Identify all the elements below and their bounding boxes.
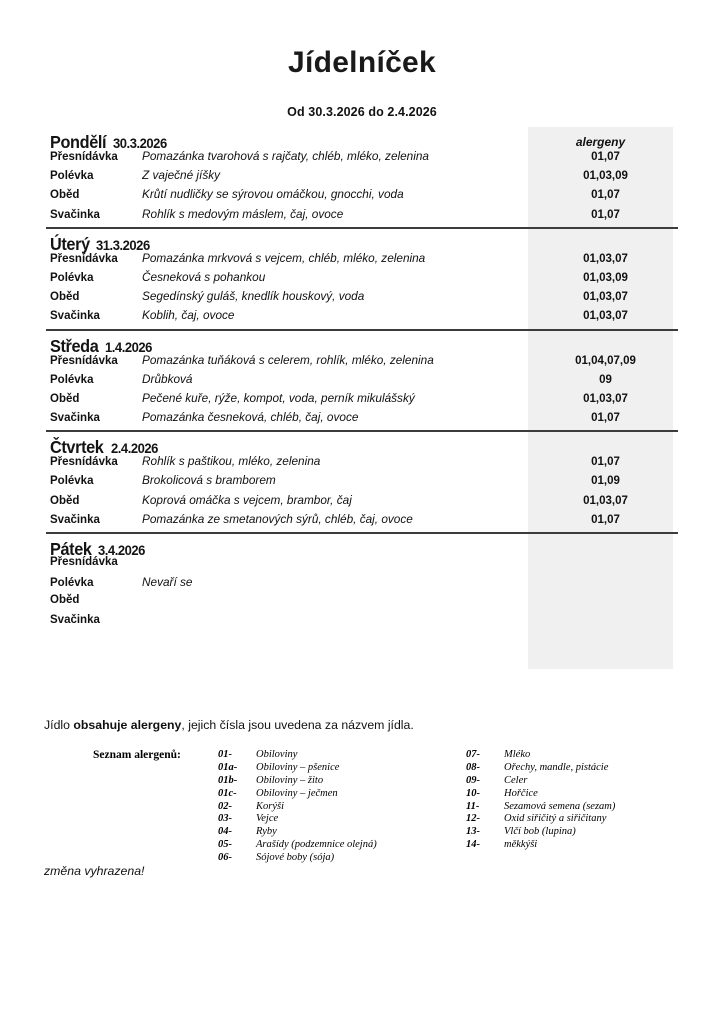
meal-label: Oběd <box>50 189 80 202</box>
allergen-name: Hořčice <box>504 787 538 799</box>
allergen-legend-row <box>218 762 466 775</box>
allergen-legend-row <box>218 852 466 865</box>
meal-label: Svačinka <box>50 513 100 526</box>
allergen-code: 11- <box>466 800 480 812</box>
allergen-code: 08- <box>466 761 480 773</box>
day-date: 2.4.2026 <box>110 440 158 457</box>
meal-description: Segedínský guláš, knedlík houskový, voda <box>142 289 365 304</box>
allergen-note-part2: , jejich čísla jsou uvedena za názvem jídla. <box>181 718 414 732</box>
day-name: Pondělí <box>50 132 107 152</box>
meal-description: Pečené kuře, rýže, kompot, voda, perník mikulášský <box>142 390 415 405</box>
allergen-legend-row <box>466 801 686 814</box>
meal-row <box>46 614 678 633</box>
allergen-legend-row <box>466 775 686 788</box>
meal-allergens: 01,03,07 <box>583 291 628 304</box>
allergen-code: 14- <box>466 839 480 851</box>
allergen-legend-row <box>218 839 466 852</box>
allergen-code: 13- <box>466 826 480 838</box>
allergen-code: 01b- <box>218 774 238 786</box>
allergen-code: 03- <box>218 813 232 825</box>
allergen-name: Sezamová semena (sezam) <box>504 800 616 812</box>
meal-row <box>46 493 678 512</box>
day-block <box>46 127 678 229</box>
allergen-legend-row <box>466 826 686 839</box>
allergen-code: 12- <box>466 813 480 825</box>
meal-label: Polévka <box>50 271 94 284</box>
day-header <box>46 534 678 559</box>
meal-row <box>46 149 678 168</box>
meal-allergens: 01,07 <box>591 412 620 425</box>
meal-row <box>46 308 678 327</box>
allergen-legend-row <box>466 749 686 762</box>
meal-row <box>46 454 678 473</box>
meal-allergens: 01,09 <box>591 475 620 488</box>
page-title: Jídelníček <box>287 46 437 79</box>
meal-row <box>46 473 678 492</box>
meal-description: Rohlík s medovým máslem, čaj, ovoce <box>142 206 344 221</box>
meal-row <box>46 556 678 575</box>
meal-label: Přesnídávka <box>50 252 118 265</box>
day-block <box>46 432 678 534</box>
meal-row <box>46 251 678 270</box>
meal-allergens: 01,03,07 <box>583 310 628 323</box>
menu-days-container <box>46 127 678 634</box>
meal-row <box>46 391 678 410</box>
allergen-name: Ryby <box>256 826 277 838</box>
day-name: Středa <box>50 335 99 356</box>
meal-label: Oběd <box>50 494 80 507</box>
meal-label: Polévka <box>50 577 94 590</box>
day-name: Pátek <box>50 539 92 559</box>
menu-table <box>46 127 678 634</box>
meal-row <box>46 512 678 531</box>
meal-row <box>46 168 678 187</box>
allergen-name: Ořechy, mandle, pistácie <box>504 761 609 773</box>
day-name: Čtvrtek <box>50 437 104 458</box>
meal-description: Pomazánka mrkvová s vejcem, chléb, mléko, zelenina <box>142 250 426 265</box>
meal-label: Polévka <box>50 373 94 386</box>
meal-description: Rohlík s paštikou, mléko, zelenina <box>142 454 321 469</box>
meal-row <box>46 372 678 391</box>
date-range-subtitle: Od 30.3.2026 do 2.4.2026 <box>287 105 437 119</box>
allergen-code: 06- <box>218 852 232 864</box>
meal-description: Pomazánka ze smetanových sýrů, chléb, čaj, ovoce <box>142 511 413 526</box>
allergen-code: 09- <box>466 774 480 786</box>
meal-description: Česneková s pohankou <box>142 269 266 284</box>
meal-row <box>46 353 678 372</box>
meal-label: Oběd <box>50 291 80 304</box>
day-header <box>46 127 678 152</box>
meal-description: Koprová omáčka s vejcem, brambor, čaj <box>142 492 352 507</box>
allergen-legend-title: Seznam alergenů: <box>93 749 181 761</box>
allergen-name: Obiloviny <box>256 749 298 760</box>
day-name: Úterý <box>50 233 90 254</box>
day-block <box>46 229 678 331</box>
meal-allergens: 01,07 <box>591 151 620 163</box>
allergen-code: 01a- <box>218 761 238 773</box>
allergen-name: měkkýši <box>504 839 538 851</box>
meal-row <box>46 410 678 429</box>
allergen-code: 07- <box>466 749 480 760</box>
allergen-legend-row <box>466 762 686 775</box>
day-block <box>46 534 678 634</box>
meal-allergens: 01,07 <box>591 189 620 202</box>
meal-description: Koblih, čaj, ovoce <box>142 308 235 323</box>
meal-allergens: 01,03,09 <box>583 170 628 183</box>
meal-row <box>46 270 678 289</box>
allergen-legend-row <box>466 788 686 801</box>
meal-label: Přesnídávka <box>50 151 118 163</box>
meal-label: Svačinka <box>50 613 100 626</box>
day-header <box>46 331 678 356</box>
allergen-note <box>44 718 414 732</box>
meal-row <box>46 575 678 594</box>
meal-allergens: 01,03,07 <box>583 252 628 265</box>
meal-description: Pomazánka tvarohová s rajčaty, chléb, mléko, zelenina <box>142 149 429 163</box>
allergen-legend-right-column <box>466 749 686 865</box>
meal-description: Nevaří se <box>142 575 193 590</box>
allergen-legend-row <box>218 801 466 814</box>
meal-allergens: 01,03,07 <box>583 494 628 507</box>
meal-label: Oběd <box>50 594 80 607</box>
meal-description: Drůbková <box>142 371 193 386</box>
allergen-name: Obiloviny – ječmen <box>256 787 338 799</box>
meal-allergens: 01,03,07 <box>583 392 628 405</box>
meal-allergens: 01,07 <box>591 208 620 221</box>
meal-description: Pomazánka tuňáková s celerem, rohlík, mléko, zelenina <box>142 352 434 367</box>
allergen-legend-row <box>218 749 466 762</box>
meal-allergens: 01,07 <box>591 456 620 469</box>
allergen-legend-row <box>218 775 466 788</box>
allergen-code: 05- <box>218 839 232 851</box>
allergen-note-bold: obsahuje alergeny <box>73 718 182 732</box>
allergen-legend-row <box>218 788 466 801</box>
allergen-name: Obiloviny – pšenice <box>256 761 340 773</box>
allergen-name: Celer <box>504 774 528 786</box>
meal-description: Brokolicová s bramborem <box>142 473 276 488</box>
day-date: 1.4.2026 <box>105 338 153 355</box>
day-date: 31.3.2026 <box>95 236 150 253</box>
allergen-legend-row <box>466 813 686 826</box>
meal-label: Přesnídávka <box>50 556 118 568</box>
allergen-column-header: alergeny <box>575 135 626 149</box>
meal-allergens: 01,07 <box>591 513 620 526</box>
day-header <box>46 229 678 254</box>
meal-label: Polévka <box>50 170 94 183</box>
meal-label: Svačinka <box>50 208 100 221</box>
footer-disclaimer: změna vyhrazena! <box>44 864 145 878</box>
allergen-legend-row <box>218 826 466 839</box>
allergen-legend-row <box>466 839 686 852</box>
meal-row <box>46 594 678 613</box>
meal-label: Přesnídávka <box>50 354 118 367</box>
allergen-name: Vlčí bob (lupina) <box>504 826 576 838</box>
meal-row <box>46 187 678 206</box>
meal-label: Polévka <box>50 475 94 488</box>
meal-label: Přesnídávka <box>50 456 118 469</box>
allergen-name: Korýši <box>256 800 285 812</box>
meal-allergens: 09 <box>599 373 612 386</box>
meal-label: Svačinka <box>50 310 100 323</box>
day-block <box>46 331 678 433</box>
allergen-code: 01c- <box>218 787 237 799</box>
meal-row <box>46 207 678 226</box>
day-date: 30.3.2026 <box>113 135 168 151</box>
allergen-name: Sójové boby (sója) <box>256 852 335 864</box>
meal-description: Krůtí nudličky se sýrovou omáčkou, gnocchi, voda <box>142 187 404 202</box>
allergen-code: 04- <box>218 826 232 838</box>
allergen-name: Oxid siřičitý a siřičitany <box>504 813 607 825</box>
day-header <box>46 432 678 458</box>
allergen-legend <box>218 749 688 865</box>
day-date: 3.4.2026 <box>97 542 145 558</box>
meal-allergens: 01,04,07,09 <box>575 354 636 367</box>
allergen-legend-left-column <box>218 749 466 865</box>
allergen-name: Arašídy (podzemnice olejná) <box>256 839 377 851</box>
meal-label: Svačinka <box>50 412 100 425</box>
allergen-code: 01- <box>218 749 232 760</box>
allergen-name: Mléko <box>504 749 531 760</box>
meal-row <box>46 289 678 308</box>
meal-description: Pomazánka česneková, chléb, čaj, ovoce <box>142 410 359 425</box>
allergen-name: Vejce <box>256 813 279 825</box>
allergen-note-part1: Jídlo <box>44 718 74 732</box>
allergen-code: 02- <box>218 800 232 812</box>
allergen-name: Obiloviny – žito <box>256 774 324 786</box>
meal-description: Z vaječné jíšky <box>142 168 221 183</box>
allergen-code: 10- <box>466 787 480 799</box>
allergen-legend-row <box>218 813 466 826</box>
meal-label: Oběd <box>50 392 80 405</box>
meal-allergens: 01,03,09 <box>583 271 628 284</box>
